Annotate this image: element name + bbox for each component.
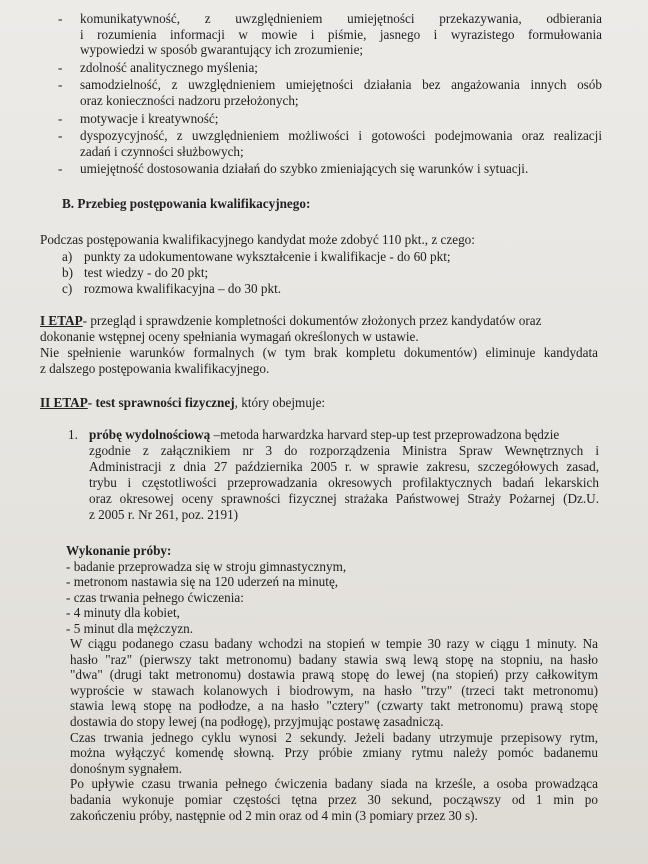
etap2-title: II ETAP bbox=[40, 395, 88, 410]
etap2-item-line: Administracji z dnia 27 października 2005 r. w sprawie zakresu, szczegółowych zasad, bbox=[89, 459, 599, 474]
wykonanie-step: - 4 minuty dla kobiet, bbox=[66, 605, 180, 621]
list-item-text: rozmowa kwalifikacyjna – do 30 pkt. bbox=[84, 280, 282, 296]
bullet-text-line: zadań i czynności służbowych; bbox=[80, 143, 244, 159]
bullet-text-line: zdolność analitycznego myślenia; bbox=[80, 59, 258, 75]
bullet-dash: - bbox=[58, 128, 63, 144]
wykonanie-step: - czas trwania pełnego ćwiczenia: bbox=[66, 589, 244, 605]
wykonanie-step: - badanie przeprowadza się w stroju gimnastycznym, bbox=[66, 559, 347, 574]
etap1-title: I ETAP bbox=[40, 313, 83, 328]
bullet-dash: - bbox=[58, 77, 63, 93]
list-label: c) bbox=[62, 280, 73, 296]
bullet-text-line: samodzielność, z uwzględnieniem umiejętności działania bez angażowania innych osób bbox=[80, 77, 602, 93]
bullet-dash: - bbox=[58, 59, 63, 75]
bullet-text-line: wypowiedzi w sposób gwarantujący ich zrozumienie; bbox=[80, 42, 364, 58]
etap2-subtitle: - test sprawności fizycznej bbox=[87, 395, 235, 410]
wykonanie-paragraph-line: "dwa" (drugi takt metronomu) dostawia prawą stopę do lewej (na stopień) przy całkowitym bbox=[70, 667, 598, 683]
wykonanie-paragraph-line: można wyłączyć komendę słowną. Przy próbie zmiany rytmu należy pomóc badanemu bbox=[70, 745, 598, 761]
bullet-text-line: oraz konieczności nadzoru przełożonych; bbox=[80, 93, 299, 108]
etap1-first-line bbox=[40, 313, 598, 329]
wykonanie-paragraph-line: donośnym sygnałem. bbox=[70, 760, 183, 776]
list-item-text: punkty za udokumentowane wykształcenie i kwalifikacje - do 60 pkt; bbox=[84, 249, 451, 264]
etap2-item-line: oraz okresowej oceny sprawności fizycznej strażaka Państwowej Straży Pożarnej (Dz.U. bbox=[89, 491, 599, 506]
list-item-text: test wiedzy - do 20 pkt; bbox=[84, 264, 209, 280]
wykonanie-heading: Wykonanie próby: bbox=[66, 543, 172, 558]
wykonanie-paragraph-line: dostawia do stopy lewej (na podłogę), przyjmując postawę zasadniczą. bbox=[70, 714, 444, 729]
etap1-line: Nie spełnienie warunków formalnych (w tym brak kompletu dokumentów) eliminuje kandydata bbox=[40, 345, 598, 360]
etap2-tail: , który obejmuje: bbox=[234, 395, 326, 410]
bullet-dash: - bbox=[58, 11, 63, 26]
etap2-item-line: zgodnie z załącznikiem nr 3 do rozporządzenia Ministra Spraw Wewnętrznych i bbox=[89, 443, 599, 458]
bullet-text-line: i rozumienia informacji w mowie i piśmie, jasnego i wyrazistego formułowania bbox=[80, 26, 602, 42]
etap2-item-line: z 2005 r. Nr 261, poz. 2191) bbox=[89, 507, 239, 522]
bullet-dash: - bbox=[58, 110, 63, 126]
wykonanie-step: - metronom nastawia się na 120 uderzeń na minutę, bbox=[66, 574, 339, 590]
etap2-item-bold: próbę wydolnościową bbox=[89, 427, 211, 442]
wykonanie-paragraph-line: Czas trwania jednego cyklu wynosi 2 sekundy. Jeżeli badany utrzymuje przepisowy rytm, bbox=[70, 729, 598, 745]
list-label: b) bbox=[62, 264, 73, 280]
etap2-item-number: 1. bbox=[68, 427, 78, 442]
etap2-item-first-line bbox=[89, 427, 559, 443]
wykonanie-step: - 5 minut dla mężczyzn. bbox=[66, 620, 194, 636]
wykonanie-paragraph-line: hasło "raz" (pierwszy takt metronomu) badany stawia swą lewą stopę na stopniu, na hasło bbox=[70, 651, 598, 667]
wykonanie-paragraph-line: W ciągu podanego czasu badany wchodzi na stopień w tempie 30 razy w ciągu 1 minuty. Na bbox=[70, 636, 598, 651]
bullet-text-line: komunikatywność, z uwzględnieniem umiejętności przekazywania, odbierania bbox=[80, 11, 602, 26]
etap2-heading bbox=[40, 395, 325, 411]
list-label: a) bbox=[62, 249, 73, 264]
section-b-intro: Podczas postępowania kwalifikacyjnego kandydat może zdobyć 110 pkt., z czego: bbox=[40, 232, 475, 247]
wykonanie-paragraph-line: badania wykonuje pomiar częstości tętna przez 30 sekund, począwszy od 1 min po bbox=[70, 792, 598, 807]
bullet-text-line: motywacje i kreatywność; bbox=[80, 110, 219, 126]
etap2-item-line: trybu i częstotliwości przeprowadzania okresowych profilaktycznych badań lekarskich bbox=[89, 475, 599, 490]
bullet-dash: - bbox=[58, 161, 63, 177]
wykonanie-paragraph-line: wyproście w stawach kolanowych i biodrowym, na hasło "trzy" (trzeci takt metronomu) bbox=[70, 682, 598, 698]
bullet-text-line: umiejętność dostosowania działań do szybko zmieniających się warunków i sytuacji. bbox=[80, 161, 529, 177]
wykonanie-paragraph-line: Po upływie czasu trwania pełnego ćwiczenia badany siada na krześle, a osoba prowadząca bbox=[70, 776, 598, 792]
etap1-text: - przegląd i sprawdzenie kompletności dokumentów złożonych przez kandydatów oraz bbox=[82, 313, 542, 328]
etap1-line: z dalszego postępowania kwalifikacyjnego. bbox=[40, 361, 270, 376]
wykonanie-paragraph-line: stawia lewą stopę na podłodze, a na hasło "cztery" (czwarty takt metronomu) prawą stopę bbox=[70, 698, 598, 714]
etap1-line: dokonanie wstępnej oceny spełniania wymagań określonych w ustawie. bbox=[40, 329, 419, 344]
wykonanie-paragraph-line: zakończeniu próby, następnie od 2 min oraz od 4 min (3 pomiary przez 30 s). bbox=[70, 807, 478, 823]
etap2-item-rest: –metoda harwardzka harvard step-up test przeprowadzona będzie bbox=[210, 427, 560, 442]
bullet-text-line: dyspozycyjność, z uwzględnieniem możliwości i gotowości podejmowania oraz realizacji bbox=[80, 128, 602, 144]
section-b-heading: B. Przebieg postępowania kwalifikacyjnego: bbox=[62, 196, 311, 211]
